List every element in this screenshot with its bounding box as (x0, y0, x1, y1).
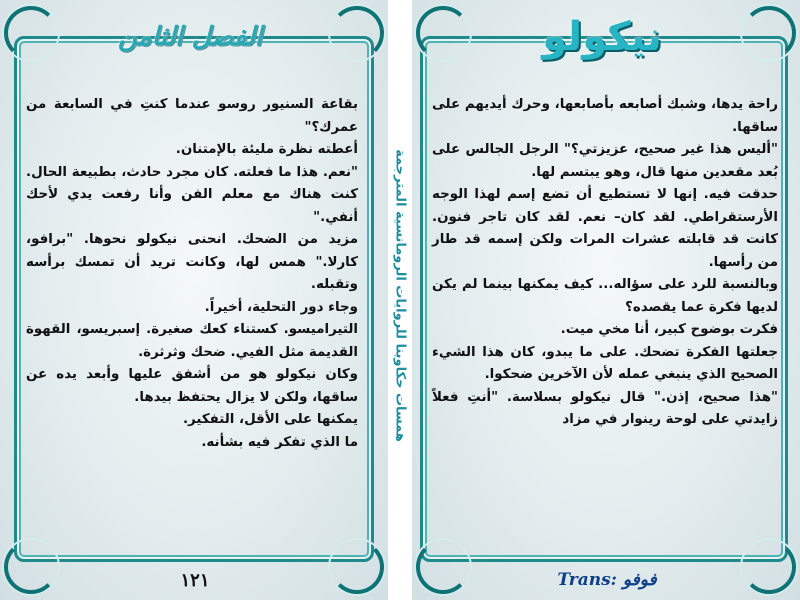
paragraph: حدقت فيه. إنها لا تستطيع أن تضع إسم لهذا الوجه الأرستقراطي. لقد كان– نعم. لقد كان تاجر فنون. كانت قد قابلته عشرات المرات ولكن إسمه قد طار من رأسها. (432, 187, 778, 270)
paragraph: "نعم. هذا ما فعلته. كان مجرد حادث، بطبيعة الحال. كنت هناك مع معلم الفن وأنا رفعت يدي لأحك أنفي." (26, 164, 358, 225)
paragraph: راحة يدها، وشبك أصابعه بأصابعها، وحرك أيديهم على ساقها. (432, 97, 778, 135)
paragraph: "أليس هذا غير صحيح، عزيزتي؟" الرجل الجالس على بُعد مقعدين منها قال، وهو يبتسم لها. (432, 142, 778, 180)
paragraph: "هذا صحيح، إذن." قال نيكولو بسلاسة. "أنتِ فعلاً زايدتي على لوحة رينوار في مزاد (432, 389, 778, 427)
paragraph: التيراميسو. كستناء كعك صغيرة. إسبريسو، القهوة القديمة مثل الفيي. ضحك وثرثرة. (26, 322, 358, 360)
left-footer (140, 568, 250, 592)
book-title: نيكولو (542, 14, 662, 60)
page-number: ١٢١ (180, 569, 210, 591)
chapter-banner (90, 6, 290, 68)
paragraph: وجاء دور التحلية، أخيراً. (204, 299, 358, 315)
right-body-text (432, 94, 778, 432)
corner-ornament (416, 540, 470, 594)
corner-ornament (742, 540, 796, 594)
paragraph: يمكنها على الأقل، التفكير. (182, 412, 358, 427)
left-page (0, 0, 388, 600)
paragraph: فكرت بوضوح كبير، أنا مخي ميت. (560, 322, 778, 337)
corner-ornament (416, 6, 470, 60)
translator-credit: Trans: فوفو (557, 570, 657, 590)
chapter-title: الفصل الثامن (117, 22, 263, 52)
corner-ornament (4, 540, 58, 594)
paragraph: ما الذي تفكر فيه بشأنه. (201, 434, 358, 450)
paragraph: وبالنسبة للرد على سؤاله... كيف يمكنها بينما لم يكن لديها فكرة عما يقصده؟ (432, 277, 778, 315)
corner-ornament (330, 540, 384, 594)
paragraph: بقاعة السنيور روسو عندما كنتِ في السابعة من عمرك؟" (26, 97, 358, 135)
paragraph: جعلتها الفكرة تضحك. على ما يبدو، كان هذا الشيء الصحيح الذي ينبغي عمله لأن الآخرين ضحكوا. (432, 344, 778, 382)
title-banner (472, 6, 732, 68)
right-page (412, 0, 800, 600)
paragraph: وكان نيكولو هو من أشفق عليها وأبعد يده عن ساقها، ولكن لا يزال يحتفظ بيدها. (26, 367, 358, 405)
left-body-text (26, 94, 358, 454)
right-footer (502, 568, 712, 592)
paragraph: مزيد من الضحك. انحنى نيكولو نحوها. "برافو، كارلا." همس لها، وكانت تريد أن تمسك برأسه وتقبله. (26, 232, 358, 292)
corner-ornament (4, 6, 58, 60)
spine-text: همسات حكاوينا للروايات الرومانسية المترجمة (392, 149, 408, 442)
book-spine (388, 0, 412, 600)
corner-ornament (330, 6, 384, 60)
paragraph: أعطته نظرة مليئة بالإمتنان. (175, 142, 358, 157)
corner-ornament (742, 6, 796, 60)
